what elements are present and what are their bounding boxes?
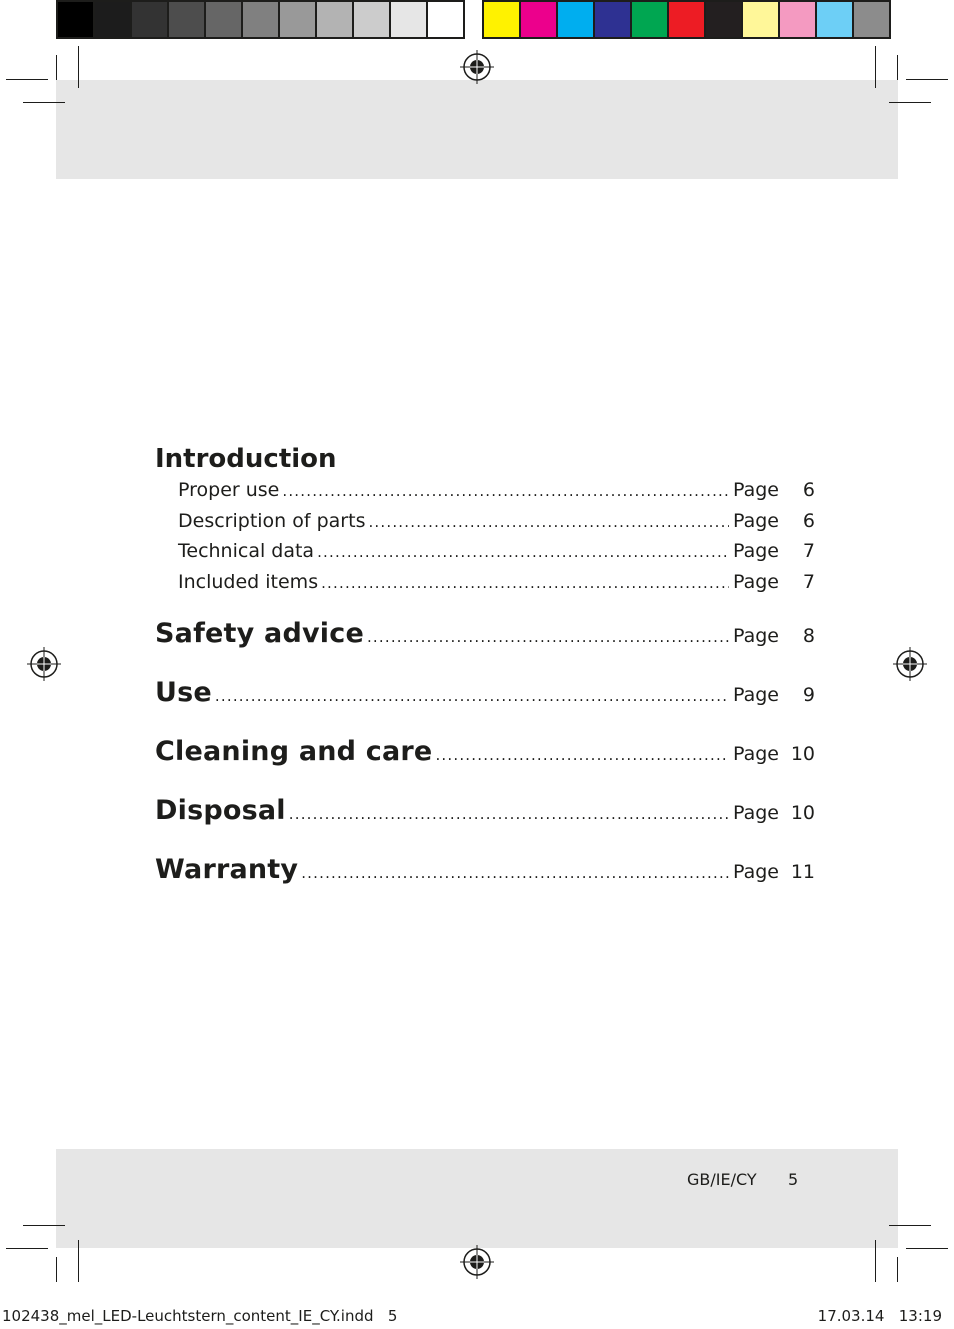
crop-mark	[78, 46, 79, 88]
crop-mark	[897, 1257, 898, 1282]
page-label: Page	[733, 509, 779, 532]
print-slug-datetime: 17.03.14 13:19	[817, 1307, 942, 1325]
toc-entry-disposal[interactable]	[155, 795, 815, 854]
gray-swatch	[280, 2, 315, 37]
toc-heading-introduction: Introduction	[155, 444, 337, 474]
crop-mark	[889, 102, 931, 103]
crop-mark	[23, 102, 65, 103]
gray-swatch	[58, 2, 93, 37]
toc-entry[interactable]	[155, 507, 815, 538]
page-number: 7	[802, 570, 815, 593]
toc-main-list	[155, 618, 815, 913]
crop-mark	[906, 79, 948, 80]
dot-leader	[321, 569, 729, 599]
gray-swatch	[243, 2, 278, 37]
gray-swatch	[317, 2, 352, 37]
page-label: Page	[733, 540, 779, 562]
registration-mark-icon	[460, 50, 494, 84]
crop-mark	[56, 1257, 57, 1282]
toc-entry-warranty[interactable]	[155, 854, 815, 913]
toc-sub-list	[155, 476, 815, 598]
page-number: 6	[802, 509, 815, 532]
gray-swatch	[391, 2, 426, 37]
page-label: Page	[733, 802, 779, 824]
page-number: 6	[802, 479, 815, 501]
table-of-contents	[155, 444, 815, 913]
crop-mark	[6, 1248, 48, 1249]
color-swatch	[780, 2, 815, 37]
crop-mark	[875, 1240, 876, 1282]
toc-entry-title: Safety advice	[155, 618, 364, 649]
gray-swatch	[95, 2, 130, 37]
language-codes: GB/IE/CY	[687, 1170, 757, 1189]
toc-entry-use[interactable]	[155, 677, 815, 736]
page-label: Page	[733, 743, 779, 765]
page-number: 7	[802, 540, 815, 562]
page-number-footer: 5	[788, 1170, 799, 1189]
color-swatch	[669, 2, 704, 37]
toc-entry[interactable]	[155, 476, 815, 507]
crop-mark	[6, 79, 48, 80]
dot-leader	[289, 805, 729, 823]
crop-mark	[875, 46, 876, 88]
top-grey-band	[56, 80, 898, 179]
page-label: Page	[733, 684, 779, 706]
dot-leader	[367, 628, 729, 646]
page-number: 11	[790, 861, 815, 883]
dot-leader	[215, 687, 729, 705]
page-number: 10	[790, 743, 815, 765]
toc-entry-cleaning-and-care[interactable]	[155, 736, 815, 795]
gray-swatch	[428, 2, 463, 37]
color-swatch	[854, 2, 889, 37]
page-number: 9	[802, 684, 815, 706]
print-slug-filename: 102438_mel_LED-Leuchtstern_content_IE_CY.indd 5	[2, 1307, 398, 1325]
dot-leader	[368, 508, 729, 538]
color-swatch	[632, 2, 667, 37]
bottom-grey-band	[56, 1149, 898, 1248]
dot-leader	[317, 538, 729, 568]
page-label: Page	[733, 570, 779, 593]
color-calibration-bar	[482, 0, 891, 39]
registration-mark-icon	[893, 647, 927, 681]
registration-mark-icon	[460, 1245, 494, 1279]
color-swatch	[595, 2, 630, 37]
crop-mark	[897, 55, 898, 80]
dot-leader	[301, 864, 729, 882]
color-swatch	[706, 2, 741, 37]
toc-entry-title: Included items	[178, 570, 319, 593]
toc-entry-title: Warranty	[155, 854, 299, 885]
registration-mark-icon	[27, 647, 61, 681]
toc-entry[interactable]	[155, 537, 815, 568]
color-swatch	[558, 2, 593, 37]
toc-entry-title: Disposal	[155, 795, 286, 826]
toc-entry[interactable]	[155, 568, 815, 599]
toc-entry-title: Use	[155, 677, 212, 708]
toc-entry-title: Technical data	[178, 540, 315, 562]
grayscale-calibration-bar	[56, 0, 465, 39]
gray-swatch	[206, 2, 241, 37]
page-label: Page	[733, 861, 779, 883]
crop-mark	[56, 55, 57, 80]
dot-leader	[282, 477, 729, 507]
crop-mark	[889, 1225, 931, 1226]
page-number: 8	[802, 625, 815, 647]
color-swatch	[484, 2, 519, 37]
gray-swatch	[354, 2, 389, 37]
color-swatch	[817, 2, 852, 37]
crop-mark	[78, 1240, 79, 1282]
toc-entry-title: Proper use	[178, 479, 280, 501]
toc-entry-title: Cleaning and care	[155, 736, 433, 767]
color-swatch	[521, 2, 556, 37]
toc-entry-safety-advice[interactable]	[155, 618, 815, 677]
gray-swatch	[169, 2, 204, 37]
crop-mark	[906, 1248, 948, 1249]
crop-mark	[23, 1225, 65, 1226]
toc-entry-title: Description of parts	[178, 509, 366, 532]
dot-leader	[435, 746, 729, 764]
gray-swatch	[132, 2, 167, 37]
page-label: Page	[733, 479, 779, 501]
page-number: 10	[790, 802, 815, 824]
page-label: Page	[733, 625, 779, 647]
color-swatch	[743, 2, 778, 37]
